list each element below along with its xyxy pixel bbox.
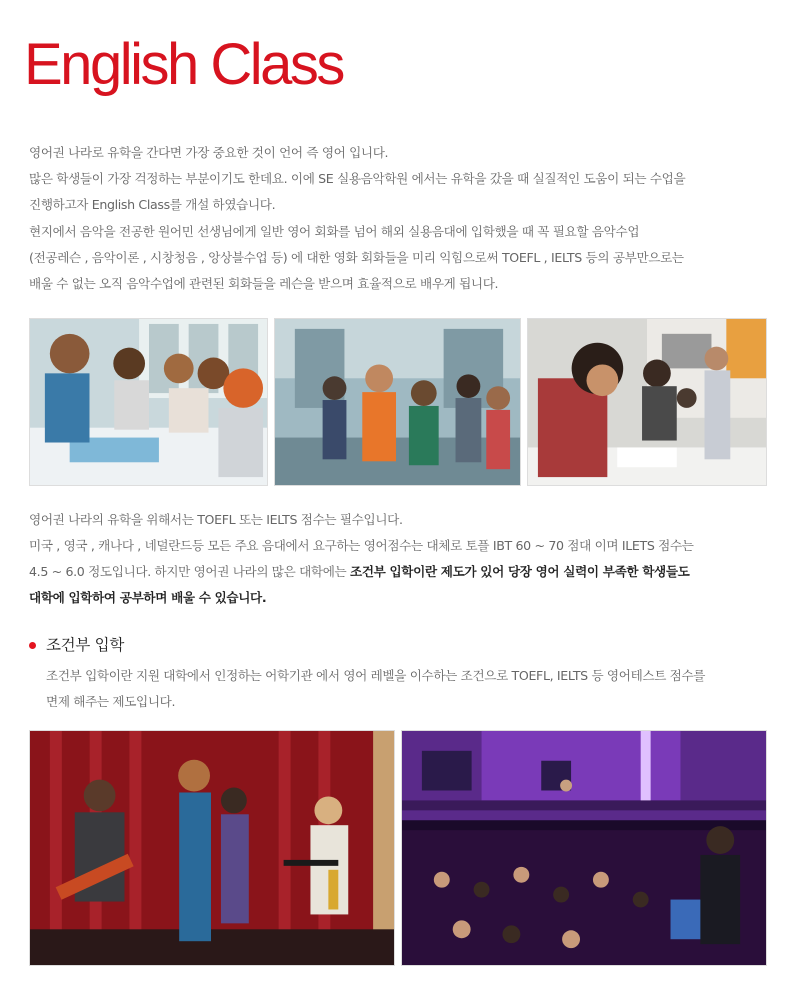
intro-line: 배울 수 없는 오직 음악수업에 관련된 회화들을 레슨을 받으며 효율적으로 배우게 됩니다. (29, 276, 499, 291)
photo-orchestra-concert (401, 730, 767, 966)
photo-students-walking (274, 318, 521, 486)
requirements-highlight: 대학에 입학하여 공부하며 배울 수 있습니다. (29, 590, 267, 605)
page-title: English Class (24, 32, 343, 97)
intro-line: 진행하고자 English Class를 개설 하였습니다. (29, 197, 276, 212)
requirements-line: 미국 , 영국 , 캐나다 , 네덜란드등 모든 주요 음대에서 요구하는 영어점수는 대체로 토플 IBT 60 ~ 70 점대 이며 ILETS 점수는 (29, 538, 694, 553)
conditional-admission-description (46, 663, 791, 715)
conditional-line: 면제 해주는 제도입니다. (46, 694, 176, 709)
requirements-paragraph (29, 507, 789, 611)
intro-line: 현지에서 음악을 전공한 원어민 선생님에게 일반 영어 회화를 넘어 해외 실용음대에 입학했을 때 꼭 필요할 음악수업 (29, 224, 640, 239)
photo-students-laughing (29, 318, 268, 486)
requirements-highlight: 조건부 입학이란 제도가 있어 당장 영어 실력이 부족한 학생들도 (350, 564, 690, 579)
intro-line: (전공레슨 , 음악이론 , 시창청음 , 앙상블수업 등) 에 대한 영화 회화들을 미리 익힘으로써 TOEFL , IELTS 등의 공부만으로는 (29, 250, 684, 265)
conditional-admission-title: 조건부 입학 (46, 636, 124, 654)
intro-paragraph-1 (29, 140, 789, 218)
intro-line: 많은 학생들이 가장 걱정하는 부분이기도 한데요. 이에 SE 실용음악학원 에서는 유학을 갔을 때 실질적인 도움이 되는 수업을 (29, 171, 686, 186)
requirements-line: 4.5 ~ 6.0 정도입니다. 하지만 영어권 나라의 많은 대학에는 (29, 564, 351, 579)
photo-student-studying (527, 318, 767, 486)
intro-paragraph-2 (29, 219, 789, 297)
intro-line: 영어권 나라로 유학을 간다면 가장 중요한 것이 언어 즉 영어 입니다. (29, 145, 389, 160)
photo-band-performance (29, 730, 395, 966)
bullet-dot-icon (29, 642, 36, 649)
requirements-line: 영어권 나라의 유학을 위해서는 TOEFL 또는 IELTS 점수는 필수입니다. (29, 512, 403, 527)
conditional-line: 조건부 입학이란 지원 대학에서 인정하는 어학기관 에서 영어 레벨을 이수하는 조건으로 TOEFL, IELTS 등 영어테스트 점수를 (46, 668, 706, 683)
